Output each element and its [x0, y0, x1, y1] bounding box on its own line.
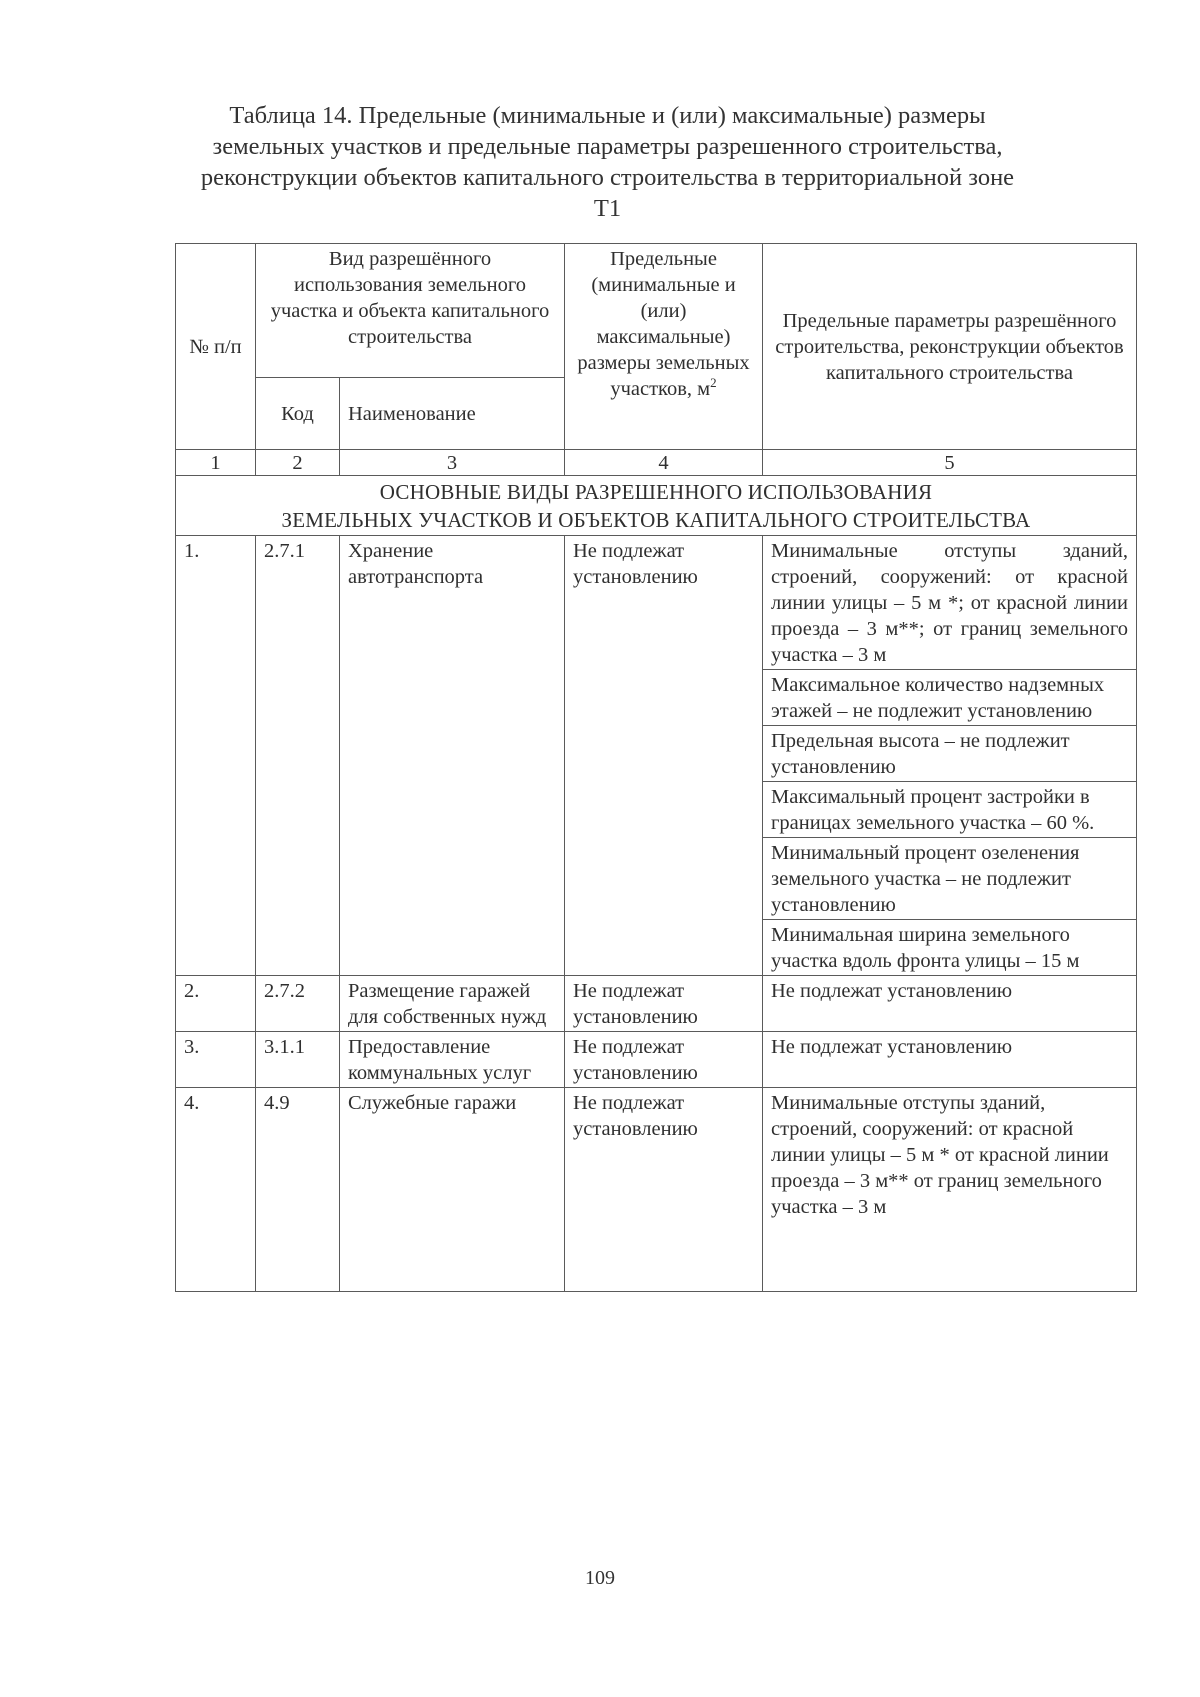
page-number: 109 [585, 1567, 615, 1589]
header-use-group: Вид разрешённого использования земельного участка и объекта капитального строительства [256, 244, 565, 378]
row-name: Служебные гаражи [340, 1088, 565, 1292]
col-number: 1 [176, 450, 256, 476]
row-code: 4.9 [256, 1088, 340, 1292]
row-size: Не подлежат установлению [565, 976, 763, 1032]
row-name: Предоставление коммунальных услуг [340, 1032, 565, 1088]
table-caption [160, 100, 1055, 224]
header-size-text: Предельные (минимальные и (или) максимальные) размеры земельных участков, м [577, 248, 750, 400]
col-number: 3 [340, 450, 565, 476]
table-row [176, 1088, 1137, 1292]
row-params: Не подлежат установлению [763, 976, 1137, 1032]
row-name: Хранение автотранспорта [340, 536, 565, 976]
row-params: Минимальные отступы зданий, строений, сооружений: от красной линии улицы – 5 м * от красной линии проезда – 3 м** от границ земельного участка – 3 м [763, 1088, 1137, 1292]
param-item: Максимальный процент застройки в границах земельного участка – 60 %. [763, 782, 1136, 838]
row-size: Не подлежат установлению [565, 1032, 763, 1088]
header-size-sup: 2 [710, 375, 717, 391]
row-code: 3.1.1 [256, 1032, 340, 1088]
row-code: 2.7.1 [256, 536, 340, 976]
col-number: 2 [256, 450, 340, 476]
col-number: 4 [565, 450, 763, 476]
table-row [176, 1032, 1137, 1088]
row-name: Размещение гаражей для собственных нужд [340, 976, 565, 1032]
section-title-line: ЗЕМЕЛЬНЫХ УЧАСТКОВ И ОБЪЕКТОВ КАПИТАЛЬНОГО СТРОИТЕЛЬСТВА [281, 508, 1031, 532]
row-number: 2. [176, 976, 256, 1032]
header-code: Код [256, 378, 340, 450]
zoning-table [175, 243, 1137, 1292]
param-item: Минимальная ширина земельного участка вдоль фронта улицы – 15 м [771, 924, 1080, 972]
param-item: Минимальные отступы зданий, строений, сооружений: от красной линии улицы – 5 м *; от красной линии проезда – 3 м**; от границ земельного участка – 3 м [763, 536, 1136, 670]
caption-line: земельных участков и предельные параметры разрешенного строительства, [212, 133, 1003, 160]
header-number: № п/п [176, 244, 256, 450]
caption-line: реконструкции объектов капитального строительства в территориальной зоне [200, 164, 1015, 191]
header-name: Наименование [340, 378, 565, 450]
caption-line: Таблица 14. Предельные (минимальные и (или) максимальные) размеры [229, 102, 986, 129]
param-item: Максимальное количество надземных этажей – не подлежит установлению [763, 670, 1136, 726]
caption-line: Т1 [593, 195, 622, 222]
param-item: Минимальный процент озеленения земельного участка – не подлежит установлению [763, 838, 1136, 920]
header-params: Предельные параметры разрешённого строительства, реконструкции объектов капитального строительства [763, 244, 1137, 450]
row-params: Не подлежат установлению [763, 1032, 1137, 1088]
table-row [176, 536, 1137, 976]
row-size: Не подлежат установлению [565, 536, 763, 976]
col-number: 5 [763, 450, 1137, 476]
section-title [176, 476, 1137, 536]
param-item: Предельная высота – не подлежит установлению [763, 726, 1136, 782]
section-title-line: ОСНОВНЫЕ ВИДЫ РАЗРЕШЕННОГО ИСПОЛЬЗОВАНИЯ [379, 480, 933, 504]
row-number: 1. [176, 536, 256, 976]
row-number: 4. [176, 1088, 256, 1292]
row-size: Не подлежат установлению [565, 1088, 763, 1292]
row-params [763, 536, 1137, 976]
table-row [176, 976, 1137, 1032]
row-code: 2.7.2 [256, 976, 340, 1032]
row-number: 3. [176, 1032, 256, 1088]
header-size [565, 244, 763, 450]
